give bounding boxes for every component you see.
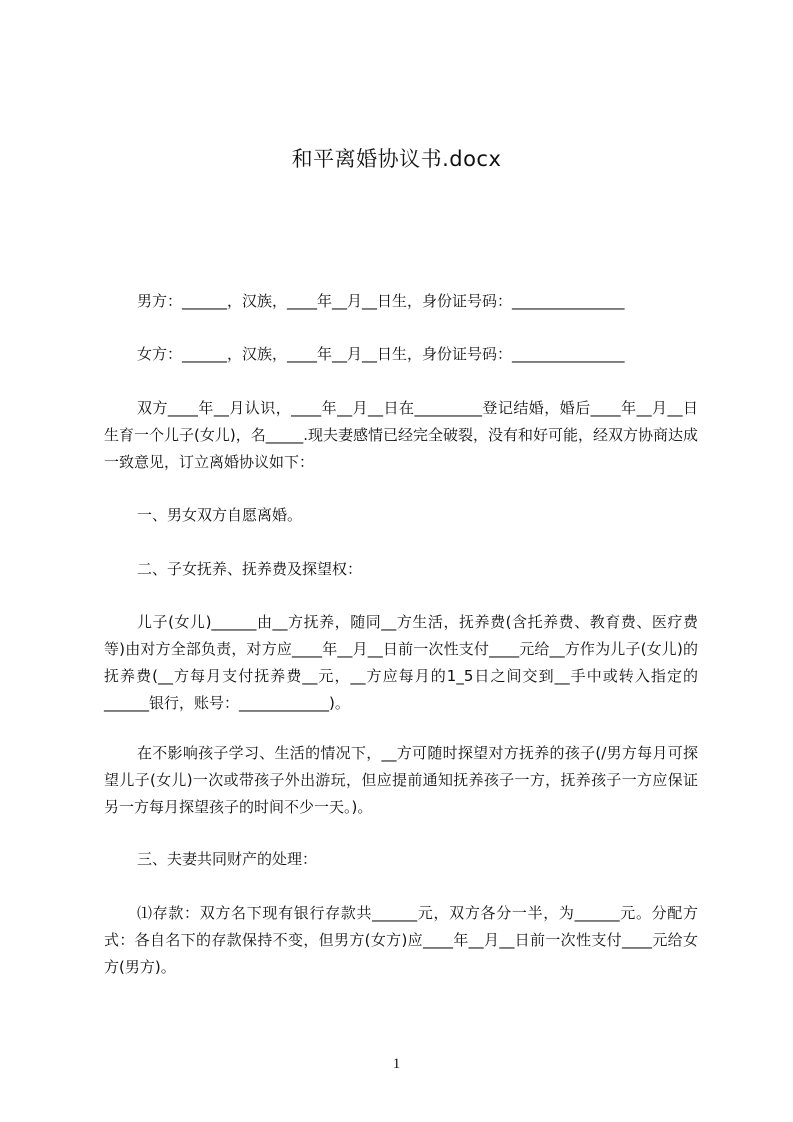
paragraph-wife: 女方：______，汉族，____年__月__日生，身份证号码：_______________ — [137, 345, 625, 363]
paragraph-visitation: 在不影响孩子学习、生活的情况下，__方可随时探望对方抚养的孩子(/男方每月可探望儿子(女儿)一次或带孩子外出游玩，但应提前通知抚养孩子一方，抚养孩子一方应保证另一方每月探望孩子的时间不少一天。)。 — [104, 744, 698, 816]
document-title: 和平离婚协议书.docx — [291, 147, 502, 171]
paragraph-child-support: 儿子(女儿)______由__方抚养，随同__方生活，抚养费(含托养费、教育费、医疗费等)由对方全部负责，对方应____年__月__日前一次性支付____元给__方作为儿子(女儿)的抚养费(__方每月支付抚养费__元，__方应每月的1_5日之间交到__手中或转入指定的______银行，账号：____________)。 — [104, 613, 698, 712]
page-number: 1 — [392, 1056, 401, 1072]
paragraph-husband: 男方：______，汉族，____年__月__日生，身份证号码：_______________ — [137, 292, 625, 310]
clause-1-heading: 一、男女双方自愿离婚。 — [137, 506, 303, 524]
clause-3-heading: 三、夫妻共同财产的处理： — [137, 850, 318, 868]
clause-2-heading: 二、子女抚养、抚养费及探望权： — [137, 560, 363, 578]
paragraph-background: 双方____年__月认识，____年__月__日在_________登记结婚，婚后____年__月__日生育一个儿子(女儿)，名_____.现夫妻感情已经完全破裂，没有和好可能，经双方协商达成一致意见，订立离婚协议如下： — [104, 399, 698, 471]
paragraph-deposits: ⑴存款：双方名下现有银行存款共______元，双方各分一半，为______元。分配方式：各自名下的存款保持不变，但男方(女方)应____年__月__日前一次性支付____元给女方(男方)。 — [104, 904, 698, 976]
